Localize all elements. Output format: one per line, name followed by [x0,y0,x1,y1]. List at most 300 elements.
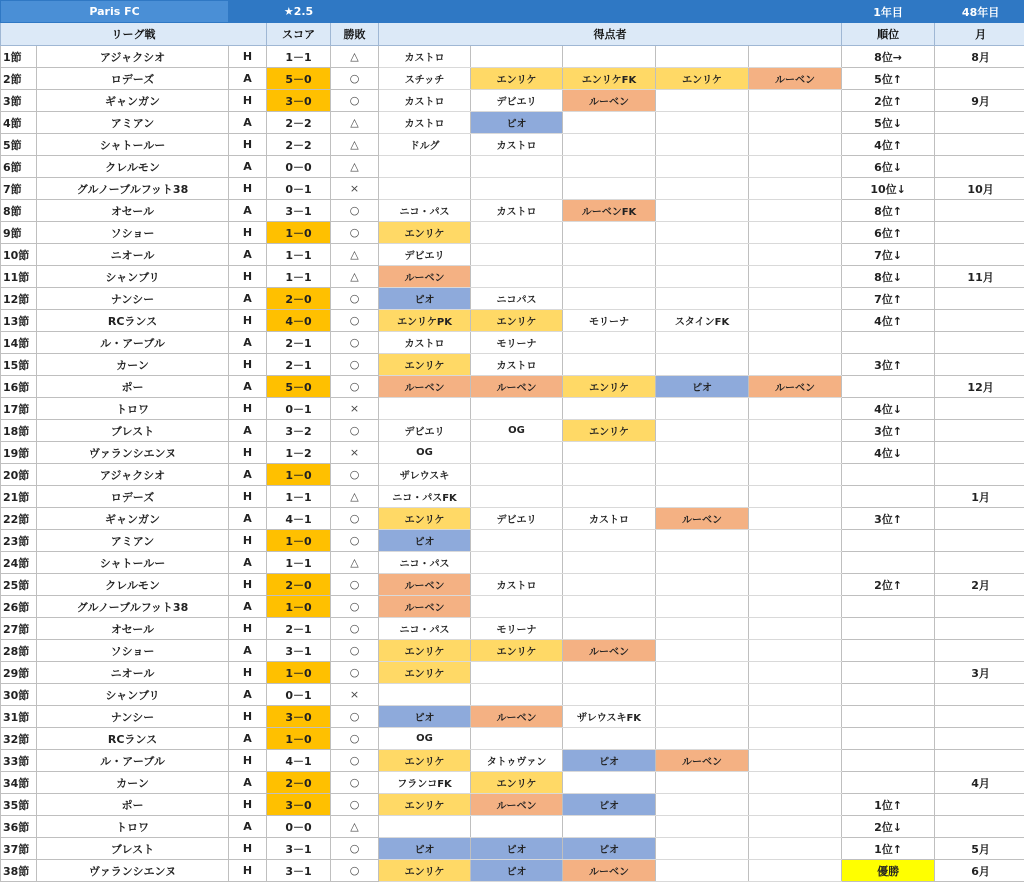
rank-cell: 7位↓ [842,244,935,266]
table-row [1,244,1024,266]
scorer-cell [749,684,842,706]
scorer-cell [656,838,749,860]
table-row [1,618,1024,640]
month-cell: 5月 [935,838,1024,860]
scorer-cell: OG [471,420,563,442]
scorer-cell [656,112,749,134]
scorer-cell: カストロ [471,200,563,222]
result-cell: × [331,442,379,464]
scorer-cell: タトゥヴァン [471,750,563,772]
scorer-cell [656,134,749,156]
scorer-cell [656,662,749,684]
scorer-cell [656,398,749,420]
rank-cell [842,332,935,354]
opponent-cell: ル・アーブル [37,332,229,354]
scorer-cell [563,816,656,838]
score-cell: 1－0 [267,530,331,552]
scorer-cell [656,46,749,68]
round-cell: 7節 [1,178,37,200]
scorer-cell: デビエリ [471,508,563,530]
opponent-cell: ソショー [37,222,229,244]
scorer-cell: ピオ [471,112,563,134]
round-cell: 14節 [1,332,37,354]
scorer-cell [656,794,749,816]
home-away-cell: A [229,156,267,178]
result-cell: △ [331,46,379,68]
opponent-cell: カーン [37,772,229,794]
score-cell: 1－0 [267,728,331,750]
team-rating: ★2.5 [267,1,331,23]
scorer-cell [656,178,749,200]
col-result: 勝敗 [331,23,379,46]
round-cell: 29節 [1,662,37,684]
scorer-cell [563,464,656,486]
table-row [1,156,1024,178]
result-cell: △ [331,486,379,508]
result-cell: ○ [331,354,379,376]
result-cell: ○ [331,332,379,354]
round-cell: 36節 [1,816,37,838]
scorer-cell [563,728,656,750]
scorer-cell [471,552,563,574]
home-away-cell: H [229,860,267,882]
home-away-cell: A [229,376,267,398]
score-cell: 5－0 [267,68,331,90]
rank-cell: 2位↓ [842,816,935,838]
scorer-cell: ピオ [379,530,471,552]
result-cell: ○ [331,662,379,684]
result-cell: △ [331,156,379,178]
result-cell: ○ [331,860,379,882]
home-away-cell: H [229,442,267,464]
home-away-cell: A [229,684,267,706]
scorer-cell [563,134,656,156]
scorer-cell: エンリケ [379,222,471,244]
round-cell: 27節 [1,618,37,640]
team-name: Paris FC [1,1,229,23]
table-row [1,772,1024,794]
scorer-cell [563,596,656,618]
table-row [1,442,1024,464]
opponent-cell: シャンブリ [37,266,229,288]
score-cell: 1－0 [267,464,331,486]
col-league: リーグ戦 [1,23,267,46]
scorer-cell: ピオ [379,288,471,310]
scorer-cell [563,398,656,420]
scorer-cell [749,244,842,266]
score-cell: 4－0 [267,310,331,332]
scorer-cell: デビエリ [379,420,471,442]
scorer-cell: ルーベン [471,794,563,816]
table-row [1,662,1024,684]
home-away-cell: H [229,178,267,200]
scorer-cell [563,618,656,640]
scorer-cell [749,420,842,442]
rank-cell: 7位↑ [842,288,935,310]
table-row [1,332,1024,354]
scorer-cell: カストロ [471,574,563,596]
scorer-cell: スチッチ [379,68,471,90]
score-cell: 0－1 [267,178,331,200]
col-rank: 順位 [842,23,935,46]
home-away-cell: A [229,464,267,486]
rank-cell: 3位↑ [842,420,935,442]
scorer-cell [563,266,656,288]
scorer-cell [563,530,656,552]
scorer-cell: カストロ [379,112,471,134]
opponent-cell: ロデーズ [37,486,229,508]
rank-cell [842,618,935,640]
home-away-cell: A [229,640,267,662]
col-month: 月 [935,23,1024,46]
table-row [1,838,1024,860]
result-cell: ○ [331,464,379,486]
score-cell: 1－0 [267,222,331,244]
scorer-cell [563,244,656,266]
scorer-cell [471,244,563,266]
opponent-cell: シャトールー [37,552,229,574]
rank-cell: 優勝 [842,860,935,882]
score-cell: 0－0 [267,156,331,178]
scorer-cell [563,178,656,200]
scorer-cell: エンリケ [471,640,563,662]
month-cell: 8月 [935,46,1024,68]
scorer-cell [749,816,842,838]
score-cell: 3－0 [267,794,331,816]
month-cell: 9月 [935,90,1024,112]
result-cell: ○ [331,574,379,596]
score-cell: 2－0 [267,288,331,310]
rank-cell: 6位↑ [842,222,935,244]
scorer-cell [749,156,842,178]
scorer-cell: ルーベン [749,68,842,90]
table-row [1,354,1024,376]
home-away-cell: H [229,486,267,508]
scorer-cell: カストロ [379,90,471,112]
month-cell [935,552,1024,574]
scorer-cell: ルーベンFK [563,200,656,222]
scorer-cell: エンリケ [471,772,563,794]
scorer-cell [471,398,563,420]
scorer-cell [563,354,656,376]
rank-cell: 1位↑ [842,794,935,816]
scorer-cell [749,222,842,244]
scorer-cell [471,46,563,68]
score-cell: 4－1 [267,750,331,772]
scorer-cell [563,442,656,464]
opponent-cell: ナンシー [37,706,229,728]
scorer-cell [656,288,749,310]
scorer-cell: ザレウスキFK [563,706,656,728]
round-cell: 20節 [1,464,37,486]
scorer-cell [563,486,656,508]
scorer-cell [656,266,749,288]
opponent-cell: アジャクシオ [37,46,229,68]
score-cell: 1－1 [267,552,331,574]
scorer-cell: エンリケFK [563,68,656,90]
scorer-cell [563,222,656,244]
result-cell: ○ [331,530,379,552]
scorer-cell: ルーベン [379,574,471,596]
scorer-cell: エンリケ [379,354,471,376]
scorer-cell: ピオ [656,376,749,398]
scorer-cell [749,860,842,882]
table-row [1,596,1024,618]
month-cell [935,684,1024,706]
month-cell [935,112,1024,134]
scorer-cell [656,156,749,178]
month-cell [935,222,1024,244]
table-row [1,134,1024,156]
scorer-cell: エンリケ [471,68,563,90]
rank-cell: 5位↓ [842,112,935,134]
rank-cell: 8位↑ [842,200,935,222]
result-cell: ○ [331,728,379,750]
result-cell: ○ [331,596,379,618]
round-cell: 6節 [1,156,37,178]
scorer-cell: ニコ・パスFK [379,486,471,508]
opponent-cell: アミアン [37,112,229,134]
scorer-cell [471,816,563,838]
scorer-cell [656,222,749,244]
scorer-cell [656,90,749,112]
home-away-cell: A [229,112,267,134]
scorer-cell: エンリケ [471,310,563,332]
round-cell: 18節 [1,420,37,442]
scorer-cell [563,772,656,794]
rank-cell [842,662,935,684]
round-cell: 23節 [1,530,37,552]
table-row [1,860,1024,882]
rank-cell [842,728,935,750]
result-cell: ○ [331,222,379,244]
opponent-cell: ロデーズ [37,68,229,90]
home-away-cell: A [229,332,267,354]
result-cell: △ [331,266,379,288]
home-away-cell: H [229,574,267,596]
scorer-cell [749,574,842,596]
scorer-cell [471,442,563,464]
opponent-cell: オセール [37,618,229,640]
home-away-cell: A [229,596,267,618]
round-cell: 37節 [1,838,37,860]
scorer-cell: OG [379,442,471,464]
month-cell [935,134,1024,156]
rank-cell [842,750,935,772]
scorer-cell [749,596,842,618]
opponent-cell: ヴァランシエンヌ [37,860,229,882]
scorer-cell: ピオ [563,794,656,816]
result-cell: ○ [331,90,379,112]
table-row [1,178,1024,200]
table-row [1,464,1024,486]
result-cell: × [331,178,379,200]
scorer-cell [656,244,749,266]
round-cell: 1節 [1,46,37,68]
month-cell: 12月 [935,376,1024,398]
rank-cell: 3位↑ [842,354,935,376]
scorer-cell [749,266,842,288]
rank-cell: 10位↓ [842,178,935,200]
scorer-cell: デビエリ [379,244,471,266]
rank-cell: 8位↓ [842,266,935,288]
table-row [1,288,1024,310]
opponent-cell: シャトールー [37,134,229,156]
opponent-cell: トロワ [37,816,229,838]
home-away-cell: H [229,354,267,376]
scorer-cell: ピオ [379,838,471,860]
score-cell: 1－2 [267,442,331,464]
scorer-cell [379,398,471,420]
result-cell: ○ [331,288,379,310]
month-cell [935,816,1024,838]
table-row [1,728,1024,750]
scorer-cell [563,332,656,354]
score-cell: 1－1 [267,46,331,68]
round-cell: 35節 [1,794,37,816]
table-row [1,816,1024,838]
table-row [1,90,1024,112]
scorer-cell [656,816,749,838]
scorer-cell [471,266,563,288]
month-cell [935,244,1024,266]
round-cell: 32節 [1,728,37,750]
scorer-cell: カストロ [471,354,563,376]
score-cell: 4－1 [267,508,331,530]
month-cell [935,332,1024,354]
rank-cell: 4位↓ [842,398,935,420]
scorer-cell [563,552,656,574]
result-cell: × [331,398,379,420]
scorer-cell [471,464,563,486]
scorer-cell [749,112,842,134]
opponent-cell: ブレスト [37,838,229,860]
rank-cell: 1位↑ [842,838,935,860]
scorer-cell: ルーベン [471,706,563,728]
scorer-cell: ルーベン [471,376,563,398]
opponent-cell: クレルモン [37,574,229,596]
scorer-cell [471,486,563,508]
scorer-cell: エンリケ [379,750,471,772]
scorer-cell: スタインFK [656,310,749,332]
scorer-cell [749,618,842,640]
scorer-cell [749,442,842,464]
scorer-cell [749,728,842,750]
home-away-cell: H [229,662,267,684]
month-cell [935,508,1024,530]
round-cell: 33節 [1,750,37,772]
scorer-cell [749,178,842,200]
home-away-cell: H [229,706,267,728]
scorer-cell: ピオ [471,838,563,860]
opponent-cell: ニオール [37,244,229,266]
rank-cell [842,596,935,618]
scorer-cell [563,574,656,596]
scorer-cell: ニコ・パス [379,552,471,574]
scorer-cell: エンリケ [563,376,656,398]
round-cell: 2節 [1,68,37,90]
month-cell [935,596,1024,618]
scorer-cell [749,46,842,68]
table-row [1,222,1024,244]
scorer-cell: ニコ・パス [379,618,471,640]
scorer-cell [749,662,842,684]
round-cell: 30節 [1,684,37,706]
home-away-cell: A [229,728,267,750]
result-cell: ○ [331,200,379,222]
scorer-cell: エンリケ [563,420,656,442]
season-year: 1年目 [842,1,935,23]
month-cell [935,750,1024,772]
home-away-cell: H [229,530,267,552]
table-row [1,310,1024,332]
result-cell: ○ [331,706,379,728]
home-away-cell: A [229,816,267,838]
result-cell: ○ [331,68,379,90]
table-row [1,112,1024,134]
scorer-cell [749,398,842,420]
round-cell: 22節 [1,508,37,530]
score-cell: 1－1 [267,486,331,508]
round-cell: 28節 [1,640,37,662]
result-cell: ○ [331,838,379,860]
scorer-cell [656,596,749,618]
scorer-cell [563,46,656,68]
scorer-cell [749,508,842,530]
scorer-cell [656,530,749,552]
result-cell: △ [331,134,379,156]
col-scorers: 得点者 [379,23,842,46]
scorer-cell [563,112,656,134]
scorer-cell [749,200,842,222]
home-away-cell: A [229,68,267,90]
rank-cell: 2位↑ [842,574,935,596]
scorer-cell [749,354,842,376]
opponent-cell: ヴァランシエンヌ [37,442,229,464]
round-cell: 13節 [1,310,37,332]
month-cell: 2月 [935,574,1024,596]
result-cell: × [331,684,379,706]
opponent-cell: ブレスト [37,420,229,442]
home-away-cell: A [229,244,267,266]
scorer-cell [471,156,563,178]
column-header-row [1,23,1024,46]
home-away-cell: A [229,420,267,442]
round-cell: 25節 [1,574,37,596]
round-cell: 17節 [1,398,37,420]
round-cell: 19節 [1,442,37,464]
scorer-cell: ルーベン [563,90,656,112]
score-cell: 5－0 [267,376,331,398]
scorer-cell [563,684,656,706]
scorer-cell [471,728,563,750]
opponent-cell: RCランス [37,310,229,332]
home-away-cell: H [229,46,267,68]
scorer-cell [656,706,749,728]
scorer-cell [656,486,749,508]
home-away-cell: H [229,310,267,332]
month-cell [935,640,1024,662]
result-cell: △ [331,552,379,574]
round-cell: 34節 [1,772,37,794]
opponent-cell: ポー [37,794,229,816]
round-cell: 8節 [1,200,37,222]
scorer-cell: エンリケ [656,68,749,90]
rank-cell [842,706,935,728]
opponent-cell: クレルモン [37,156,229,178]
rank-cell: 8位→ [842,46,935,68]
score-cell: 2－2 [267,112,331,134]
